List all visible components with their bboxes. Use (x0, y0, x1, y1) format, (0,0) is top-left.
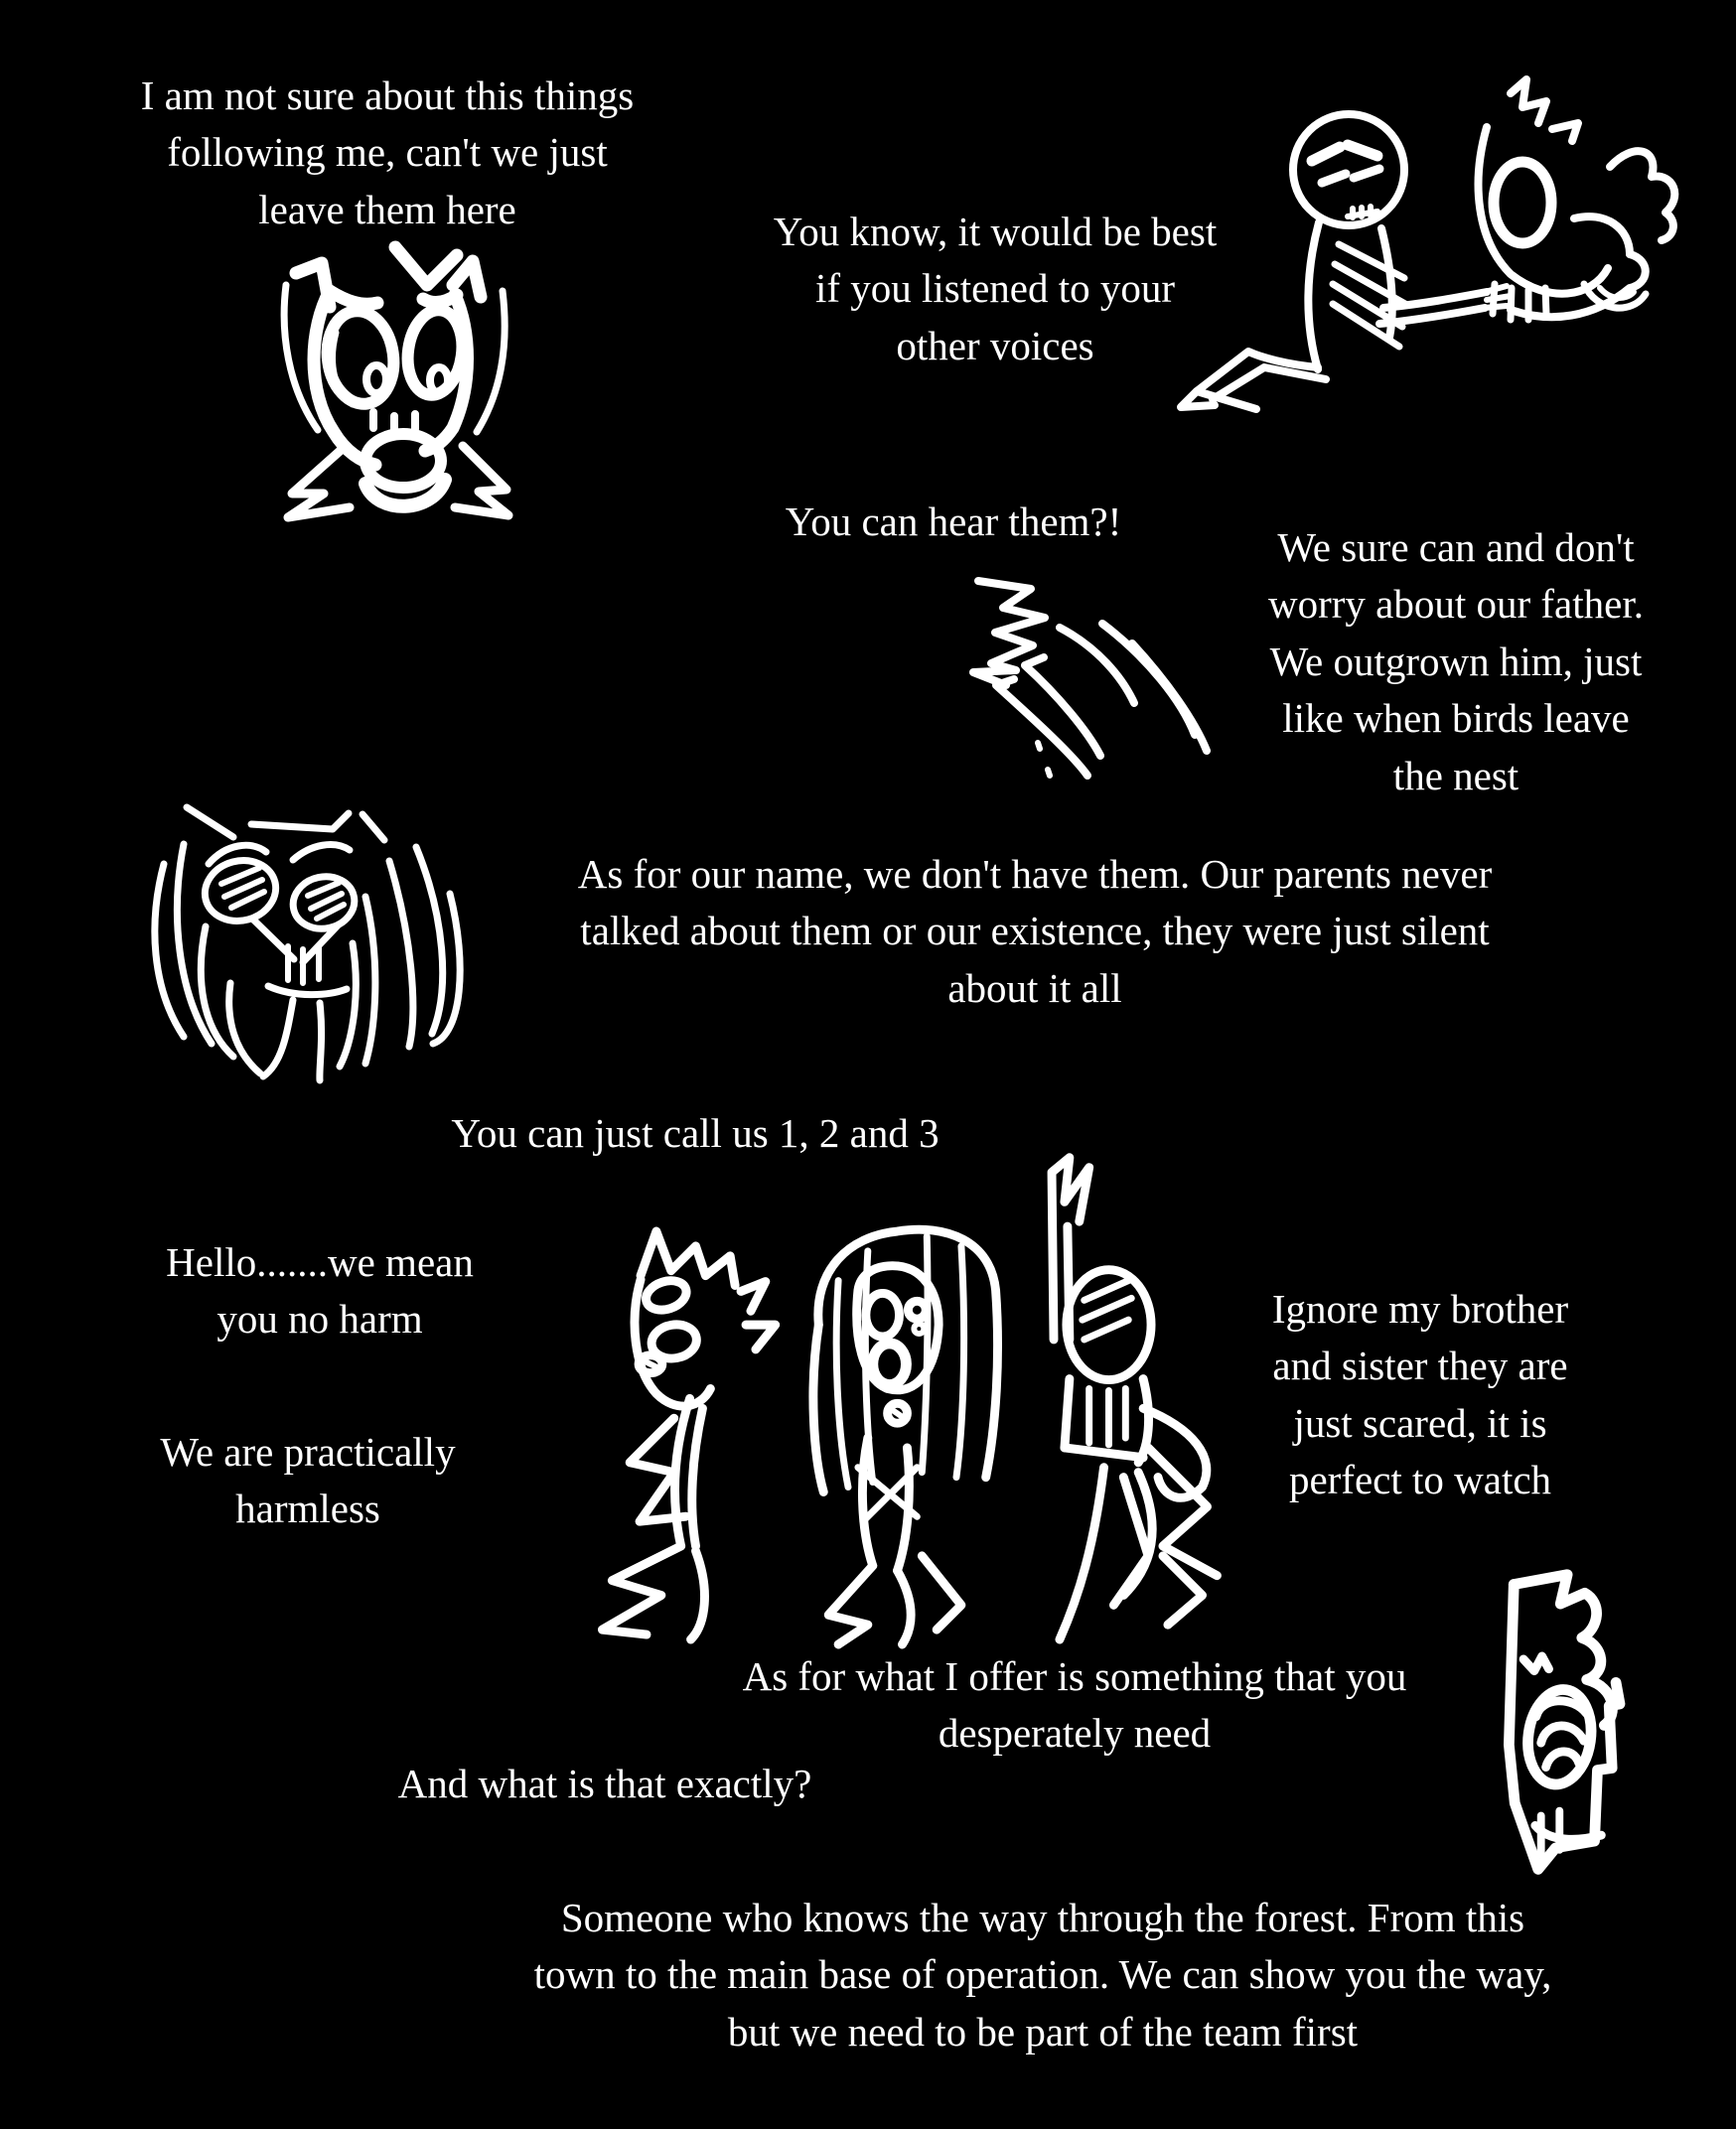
speech-line: just scared, it is (1293, 1399, 1547, 1446)
tall-mask-creature-sketch (1480, 1554, 1713, 1897)
speech-line: other voices (896, 322, 1094, 368)
speech-offer (667, 1648, 1482, 1763)
speech-what-exactly (327, 1756, 883, 1812)
speech-line: perfect to watch (1288, 1457, 1552, 1503)
upside-down-creature-sketch-2 (132, 1626, 380, 1944)
speech-line: Hello.......we mean (166, 1239, 474, 1285)
speech-line: town to the main base of operation. We can show you the way, (533, 1951, 1552, 1998)
speech-line: We sure can and don't (1277, 524, 1635, 570)
speech-line: if you listened to your (814, 265, 1176, 312)
speech-line: leave them here (258, 186, 516, 232)
speech-guide-offer (407, 1890, 1678, 2060)
speech-harmless (99, 1424, 516, 1538)
skeleton-and-skull-sketch (1157, 71, 1654, 444)
speech-line: and sister they are (1272, 1343, 1568, 1389)
upside-down-creature-sketch (524, 359, 758, 672)
speech-line: but we need to be part of the team first (727, 2008, 1359, 2055)
speech-line: you no harm (217, 1296, 423, 1343)
speech-hello (111, 1234, 528, 1348)
speech-line: desperately need (938, 1710, 1212, 1757)
speech-line: We are practically (160, 1429, 456, 1475)
speech-line: harmless (235, 1486, 380, 1532)
speech-line: You know, it would be best (773, 209, 1218, 254)
speech-line: talked about them or our existence, they were just silent (580, 908, 1490, 954)
trio-creatures-sketch (571, 1132, 1231, 1643)
speech-line: like when birds leave (1282, 695, 1630, 742)
owl-creature-sketch (258, 233, 536, 541)
scribble-sketch (948, 556, 1227, 814)
speech-hear-them (695, 494, 1212, 550)
speech-line: You can just call us 1, 2 and 3 (451, 1110, 940, 1156)
speech-line: about it all (947, 964, 1122, 1011)
speech-line: As for what I offer is something that you (742, 1653, 1407, 1699)
speech-line: I am not sure about this things (140, 72, 635, 118)
speech-line: Someone who knows the way through the forest. From this (560, 1895, 1525, 1940)
speech-doubt (99, 68, 675, 238)
speech-line: worry about our father. (1268, 581, 1644, 628)
speech-line: the nest (1392, 752, 1519, 798)
speech-line: You can hear them?! (785, 498, 1122, 544)
speech-line: Ignore my brother (1271, 1286, 1569, 1332)
speech-line: And what is that exactly? (397, 1761, 812, 1806)
speech-father (1198, 519, 1714, 804)
speech-no-name (464, 846, 1606, 1017)
spider-creature-sketch (134, 784, 492, 1102)
speech-ignore-siblings (1202, 1281, 1639, 1509)
speech-line: We outgrown him, just (1269, 638, 1643, 684)
speech-line: following me, can't we just (167, 129, 608, 176)
speech-line: As for our name, we don't have them. Our parents never (577, 851, 1493, 897)
